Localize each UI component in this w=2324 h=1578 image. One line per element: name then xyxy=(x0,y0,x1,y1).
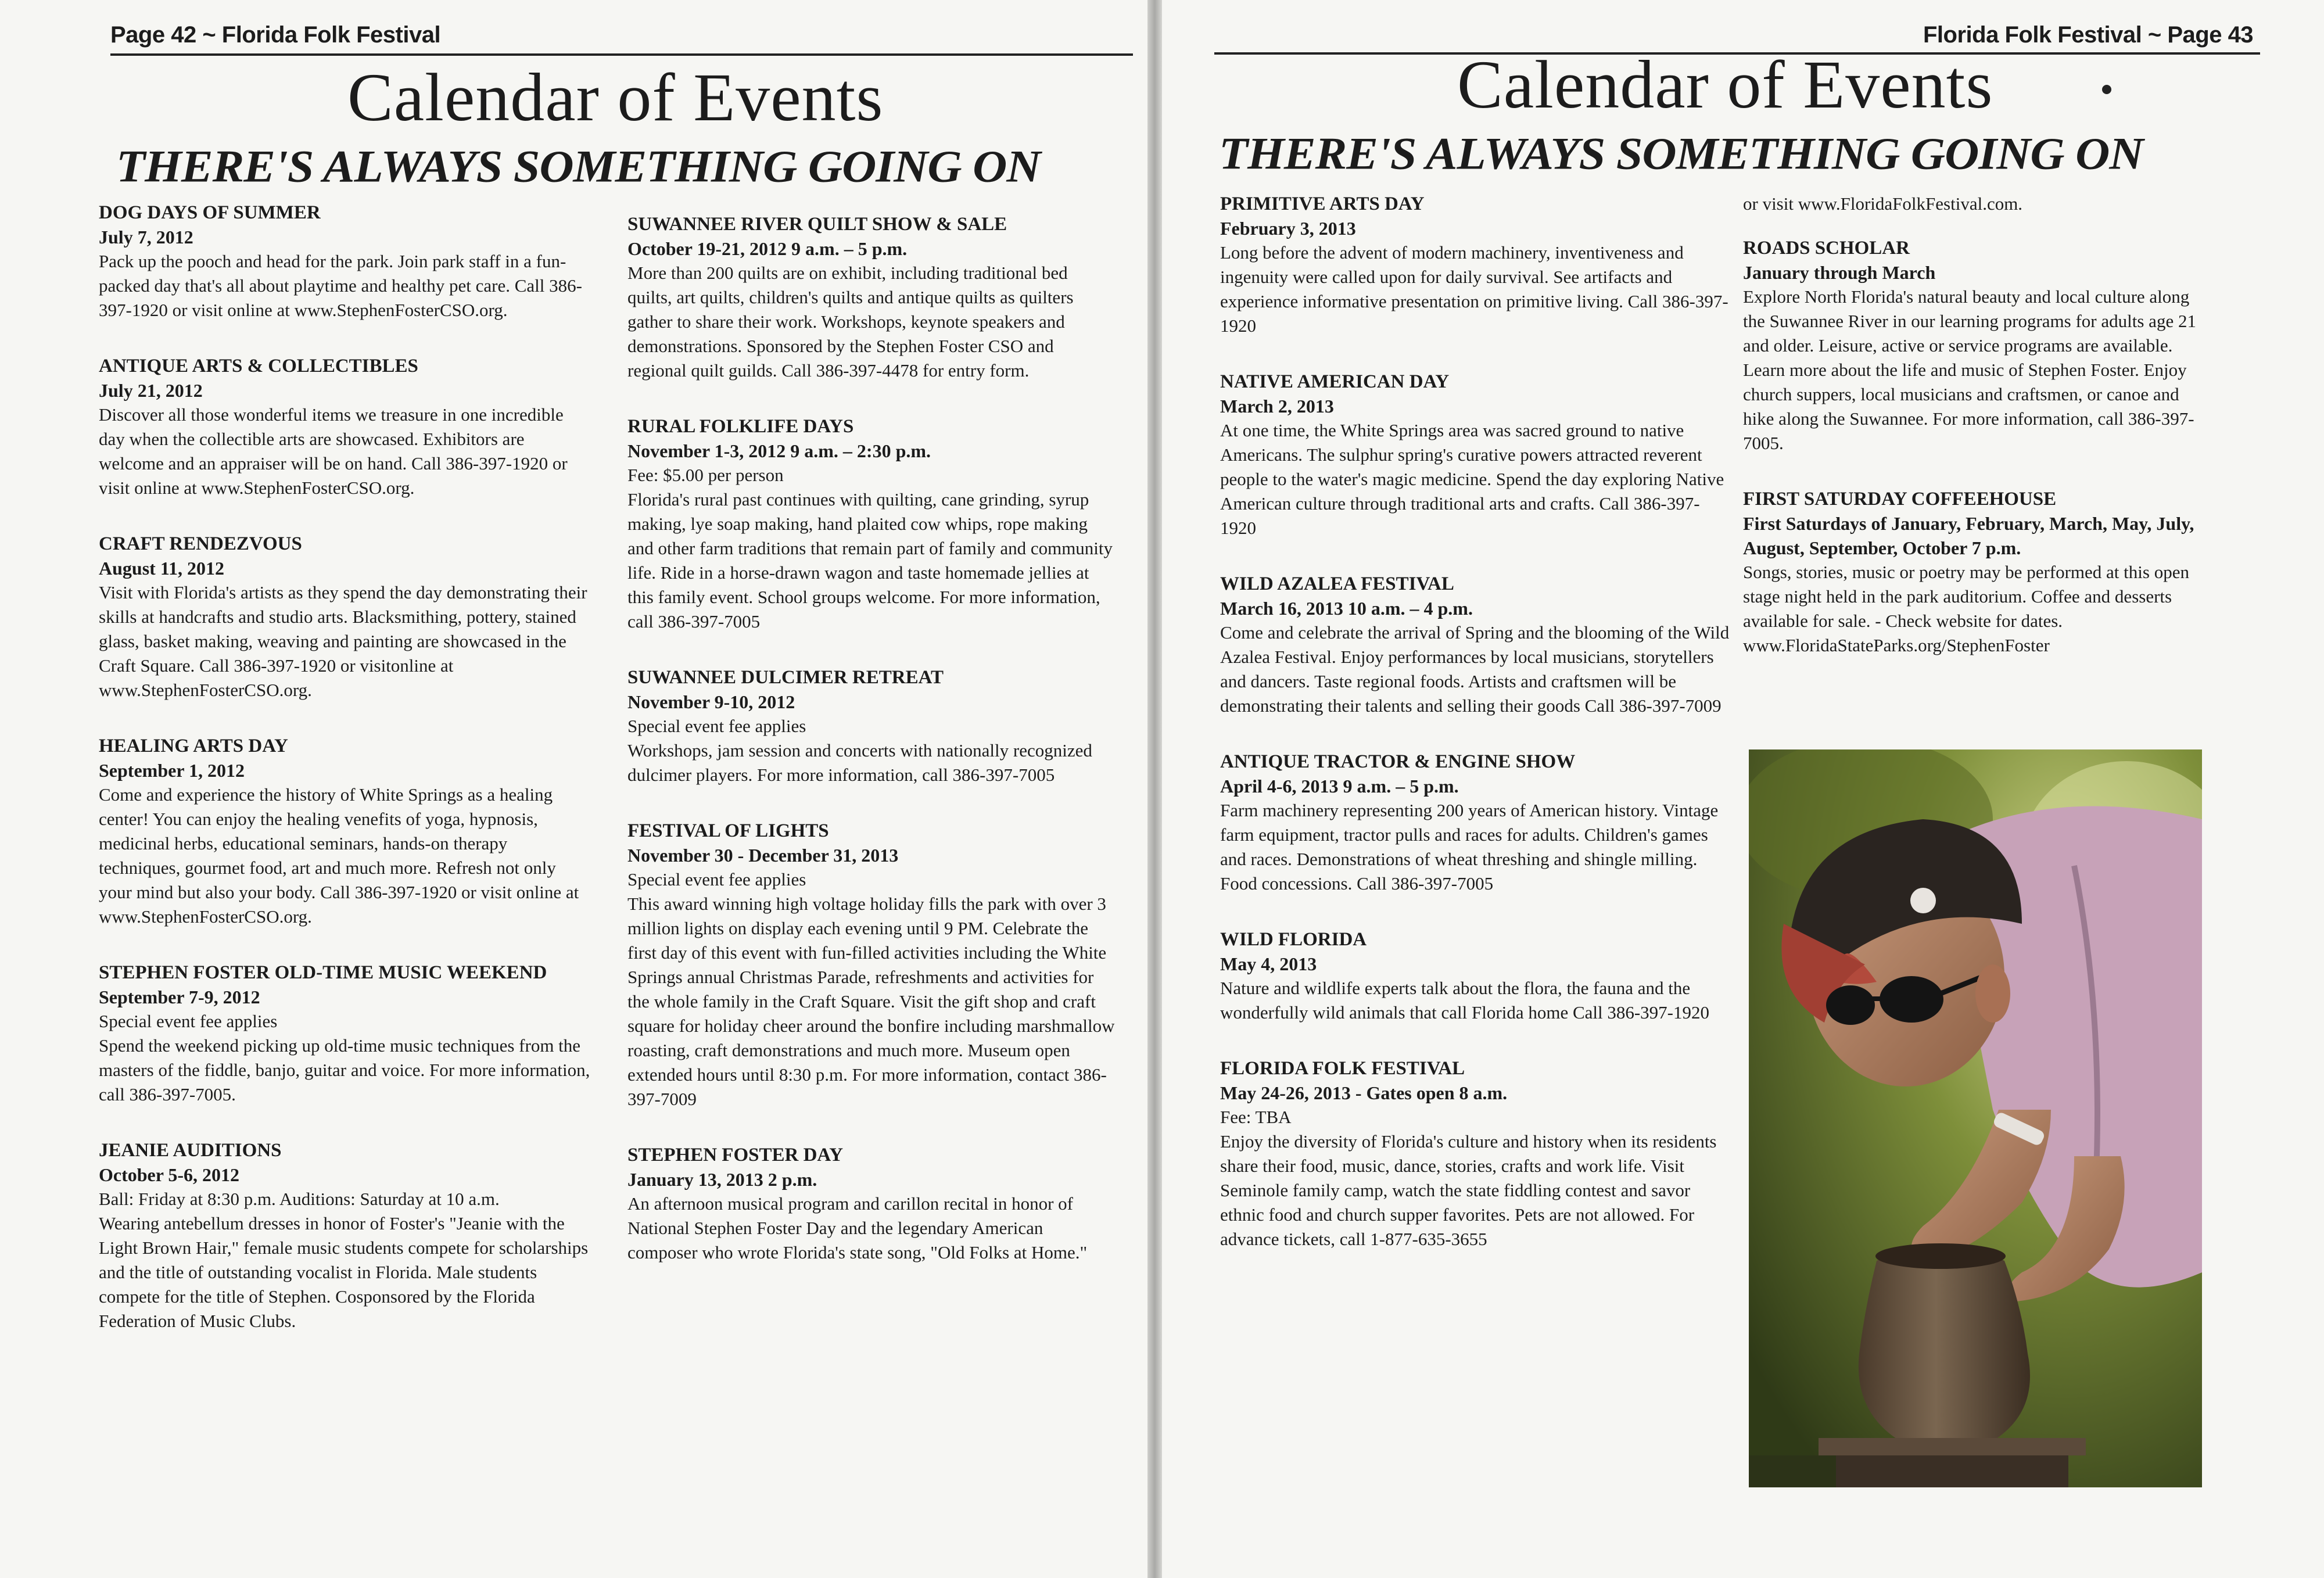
event-date: January 13, 2013 2 p.m. xyxy=(627,1169,817,1190)
event-description: Long before the advent of modern machinery, inventiveness and ingenuity were called upon for daily survival. See artifacts and experience informative presentation on primitive living. Call 386-397-1920 xyxy=(1220,242,1728,336)
event-entry xyxy=(99,532,593,702)
event-description: Workshops, jam session and concerts with nationally recognized dulcimer players. For more information, call 386-397-7005 xyxy=(627,740,1092,785)
spine-fold xyxy=(1147,0,1162,1578)
event-title: ANTIQUE ARTS & COLLECTIBLES xyxy=(99,356,418,376)
event-entry xyxy=(99,354,593,500)
event-title: RURAL FOLKLIFE DAYS xyxy=(627,416,854,437)
event-date: March 2, 2013 xyxy=(1220,396,1334,417)
event-entry xyxy=(1743,487,2208,658)
event-title: SUWANNEE DULCIMER RETREAT xyxy=(627,667,944,688)
event-date: August 11, 2012 xyxy=(99,558,225,579)
event-date: February 3, 2013 xyxy=(1220,218,1356,239)
event-entry xyxy=(1220,192,1731,338)
left-column-2 xyxy=(627,212,1116,1296)
event-description: Come and celebrate the arrival of Spring and the blooming of the Wild Azalea Festival. Enjoy performances by local musicians, storytellers and dancers. Taste regional foods. Artists and craftsmen will be demonstrating their talents and selling their goods Call 386-397-7009 xyxy=(1220,622,1730,716)
event-fee-note: Special event fee applies xyxy=(627,869,806,890)
event-entry xyxy=(99,734,593,929)
event-entry xyxy=(1220,370,1731,540)
event-title: DOG DAYS OF SUMMER xyxy=(99,202,321,223)
event-date: First Saturdays of January, February, March, May, July, August, September, October 7 p.m. xyxy=(1743,513,2194,558)
left-column-1 xyxy=(99,200,593,1365)
column-lead-text: or visit www.FloridaFolkFestival.com. xyxy=(1743,193,2023,214)
printing-dot xyxy=(2102,85,2111,94)
event-fee-note: Ball: Friday at 8:30 p.m. Auditions: Saturday at 10 a.m. xyxy=(99,1189,500,1209)
event-title: FLORIDA FOLK FESTIVAL xyxy=(1220,1058,1465,1079)
event-title: ANTIQUE TRACTOR & ENGINE SHOW xyxy=(1220,751,1576,772)
event-title: STEPHEN FOSTER OLD-TIME MUSIC WEEKEND xyxy=(99,962,547,983)
event-title: STEPHEN FOSTER DAY xyxy=(627,1145,844,1165)
event-entry xyxy=(627,665,1116,787)
event-entry xyxy=(627,414,1116,634)
event-description: More than 200 quilts are on exhibit, including traditional bed quilts, art quilts, children's quilts and antique quilts as quilters gather to share their work. Workshops, keynote speakers and demonstrations. Sponsored by the Stephen Foster CSO and regional quilt guilds. Call 386-397-4478 for entry form. xyxy=(627,263,1074,381)
event-entry xyxy=(1220,1056,1731,1251)
event-description: Spend the weekend picking up old-time music techniques from the masters of the fiddle, banjo, guitar and voice. For more information, call 386-397-7005. xyxy=(99,1035,590,1104)
event-date: March 16, 2013 10 a.m. – 4 p.m. xyxy=(1220,598,1473,619)
event-entry xyxy=(99,1138,593,1333)
event-date: October 5-6, 2012 xyxy=(99,1164,240,1185)
event-description: Enjoy the diversity of Florida's culture and history when its residents share their food, music, dance, stories, crafts and work life. Visit Seminole family camp, watch the state fiddling contest and savor ethnic food and church supper favorites. Pets are not allowed. For advance tickets, call 1-877-635-3655 xyxy=(1220,1131,1717,1249)
page-title: Calendar of Events xyxy=(1457,46,1993,123)
event-title: CRAFT RENDEZVOUS xyxy=(99,533,302,554)
tagline: THERE'S ALWAYS SOMETHING GOING ON xyxy=(1219,128,2143,179)
event-description: Visit with Florida's artists as they spend the day demonstrating their skills at handcrafts and studio arts. Blacksmithing, pottery, stained glass, basket making, weaving and painting are showcased in the Craft Square. Call 386-397-1920 or visitonline at www.StephenFosterCSO.org. xyxy=(99,582,587,700)
event-date: September 1, 2012 xyxy=(99,760,245,781)
event-description: Nature and wildlife experts talk about the flora, the fauna and the wonderfully wild animals that call Florida home Call 386-397-1920 xyxy=(1220,978,1710,1023)
event-entry xyxy=(1220,749,1731,896)
event-description: Come and experience the history of White Springs as a healing center! You can enjoy the healing venefits of yoga, hypnosis, medicinal herbs, educational seminars, hands-on therapy techniques, gourmet food, art and much more. Refresh not only your mind but also your body. Call 386-397-1920 or visit online at www.StephenFosterCSO.org. xyxy=(99,784,579,927)
event-fee-note: Special event fee applies xyxy=(627,716,806,736)
event-title: NATIVE AMERICAN DAY xyxy=(1220,371,1450,392)
tagline: THERE'S ALWAYS SOMETHING GOING ON xyxy=(116,141,1041,192)
event-description: Wearing antebellum dresses in honor of Foster's "Jeanie with the Light Brown Hair," female music students compete for scholarships and the title of outstanding vocalist in Florida. Male students compete for the title of Stephen. Cosponsored by the Florida Federation of Music Clubs. xyxy=(99,1213,589,1331)
event-entry xyxy=(1220,572,1731,718)
event-date: May 4, 2013 xyxy=(1220,953,1317,974)
event-description: This award winning high voltage holiday fills the park with over 3 million lights on display each evening until 9 PM. Celebrate the first day of this event with fun-filled activities including the White Springs annual Christmas Parade, refreshments and activities for the whole family in the Craft Square. Visit the gift shop and craft square for holiday cheer around the bonfire including marshmallow roasting, craft demonstrations and much more. Museum open extended hours until 8:30 p.m. For more information, contact 386-397-7009 xyxy=(627,894,1115,1109)
event-date: April 4-6, 2013 9 a.m. – 5 p.m. xyxy=(1220,776,1459,797)
event-title: FIRST SATURDAY COFFEEHOUSE xyxy=(1743,489,2057,510)
event-entry xyxy=(627,819,1116,1111)
event-entry xyxy=(1220,927,1731,1025)
left-page xyxy=(0,0,1147,1578)
event-title: ROADS SCHOLAR xyxy=(1743,238,1910,259)
event-title: FESTIVAL OF LIGHTS xyxy=(627,820,829,841)
event-date: November 30 - December 31, 2013 xyxy=(627,845,899,866)
event-fee-note: Fee: TBA xyxy=(1220,1107,1292,1127)
event-entry xyxy=(99,960,593,1107)
event-description: An afternoon musical program and carillon recital in honor of National Stephen Foster Day and the legendary American composer who wrote Florida's state song, "Old Folks at Home." xyxy=(627,1193,1088,1263)
header-rule xyxy=(110,53,1133,56)
page-title: Calendar of Events xyxy=(347,59,884,135)
event-title: JEANIE AUDITIONS xyxy=(99,1140,282,1161)
event-description: Discover all those wonderful items we treasure in one incredible day when the collectible arts are showcased. Exhibitors are welcome and an appraiser will be on hand. Call 386-397-1920 or visit online at www.StephenFosterCSO.org. xyxy=(99,404,568,498)
event-title: HEALING ARTS DAY xyxy=(99,736,288,756)
event-description: Explore North Florida's natural beauty and local culture along the Suwannee River in our learning programs for adults age 21 and older. Leisure, active or service programs are available. Learn more about the life and music of Stephen Foster. Enjoy church suppers, local musicians and craftsmen, or canoe and hike along the Suwannee. For more information, call 386-397-7005. xyxy=(1743,286,2196,453)
event-description: Pack up the pooch and head for the park. Join park staff in a fun-packed day that's all about playtime and healthy pet care. Call 386-397-1920 or visit online at www.StephenFosterCSO.org. xyxy=(99,251,582,320)
event-date: November 1-3, 2012 9 a.m. – 2:30 p.m. xyxy=(627,440,931,461)
event-description: Songs, stories, music or poetry may be performed at this open stage night held in the park auditorium. Coffee and desserts available for sale. - Check website for dates. www.FloridaStateParks.org/StephenFoster xyxy=(1743,562,2189,655)
event-title: WILD AZALEA FESTIVAL xyxy=(1220,573,1454,594)
potter-at-wheel-photo xyxy=(1749,749,2202,1487)
event-title: SUWANNEE RIVER QUILT SHOW & SALE xyxy=(627,214,1007,235)
right-column-2 xyxy=(1743,192,2208,689)
page-header-right: Florida Folk Festival ~ Page 43 xyxy=(1923,22,2254,48)
right-column-1 xyxy=(1220,192,1731,1283)
event-date: November 9-10, 2012 xyxy=(627,691,795,712)
event-date: May 24-26, 2013 - Gates open 8 a.m. xyxy=(1220,1082,1508,1103)
event-entry xyxy=(627,212,1116,383)
event-date: July 7, 2012 xyxy=(99,227,193,248)
event-description: At one time, the White Springs area was sacred ground to native Americans. The sulphur spring's curative powers attracted reverent people to the water's magic medicine. Spend the day exploring Native American culture through traditional arts and crafts. Call 386-397-1920 xyxy=(1220,420,1724,538)
event-entry xyxy=(1743,236,2208,456)
event-fee-note: Special event fee applies xyxy=(99,1011,278,1031)
event-description: Farm machinery representing 200 years of American history. Vintage farm equipment, tractor pulls and races for adults. Children's games and races. Demonstrations of wheat threshing and shingle milling. Food concessions. Call 386-397-7005 xyxy=(1220,800,1719,894)
event-title: PRIMITIVE ARTS DAY xyxy=(1220,193,1425,214)
page-header-left: Page 42 ~ Florida Folk Festival xyxy=(110,22,441,48)
event-title: WILD FLORIDA xyxy=(1220,929,1367,950)
event-date: October 19-21, 2012 9 a.m. – 5 p.m. xyxy=(627,238,908,259)
event-date: July 21, 2012 xyxy=(99,380,203,401)
event-fee-note: Fee: $5.00 per person xyxy=(627,465,784,485)
potter-photo-svg xyxy=(1749,749,2202,1487)
event-date: January through March xyxy=(1743,262,1936,283)
event-date: September 7-9, 2012 xyxy=(99,987,260,1007)
event-description: Florida's rural past continues with quilting, cane grinding, syrup making, lye soap making, hand plaited cow whips, rope making and other farm traditions that remain part of family and community life. Ride in a horse-drawn wagon and taste homemade jellies at this family event. School groups welcome. For more information, call 386-397-7005 xyxy=(627,489,1113,632)
event-entry xyxy=(627,1143,1116,1265)
event-entry xyxy=(99,200,593,322)
